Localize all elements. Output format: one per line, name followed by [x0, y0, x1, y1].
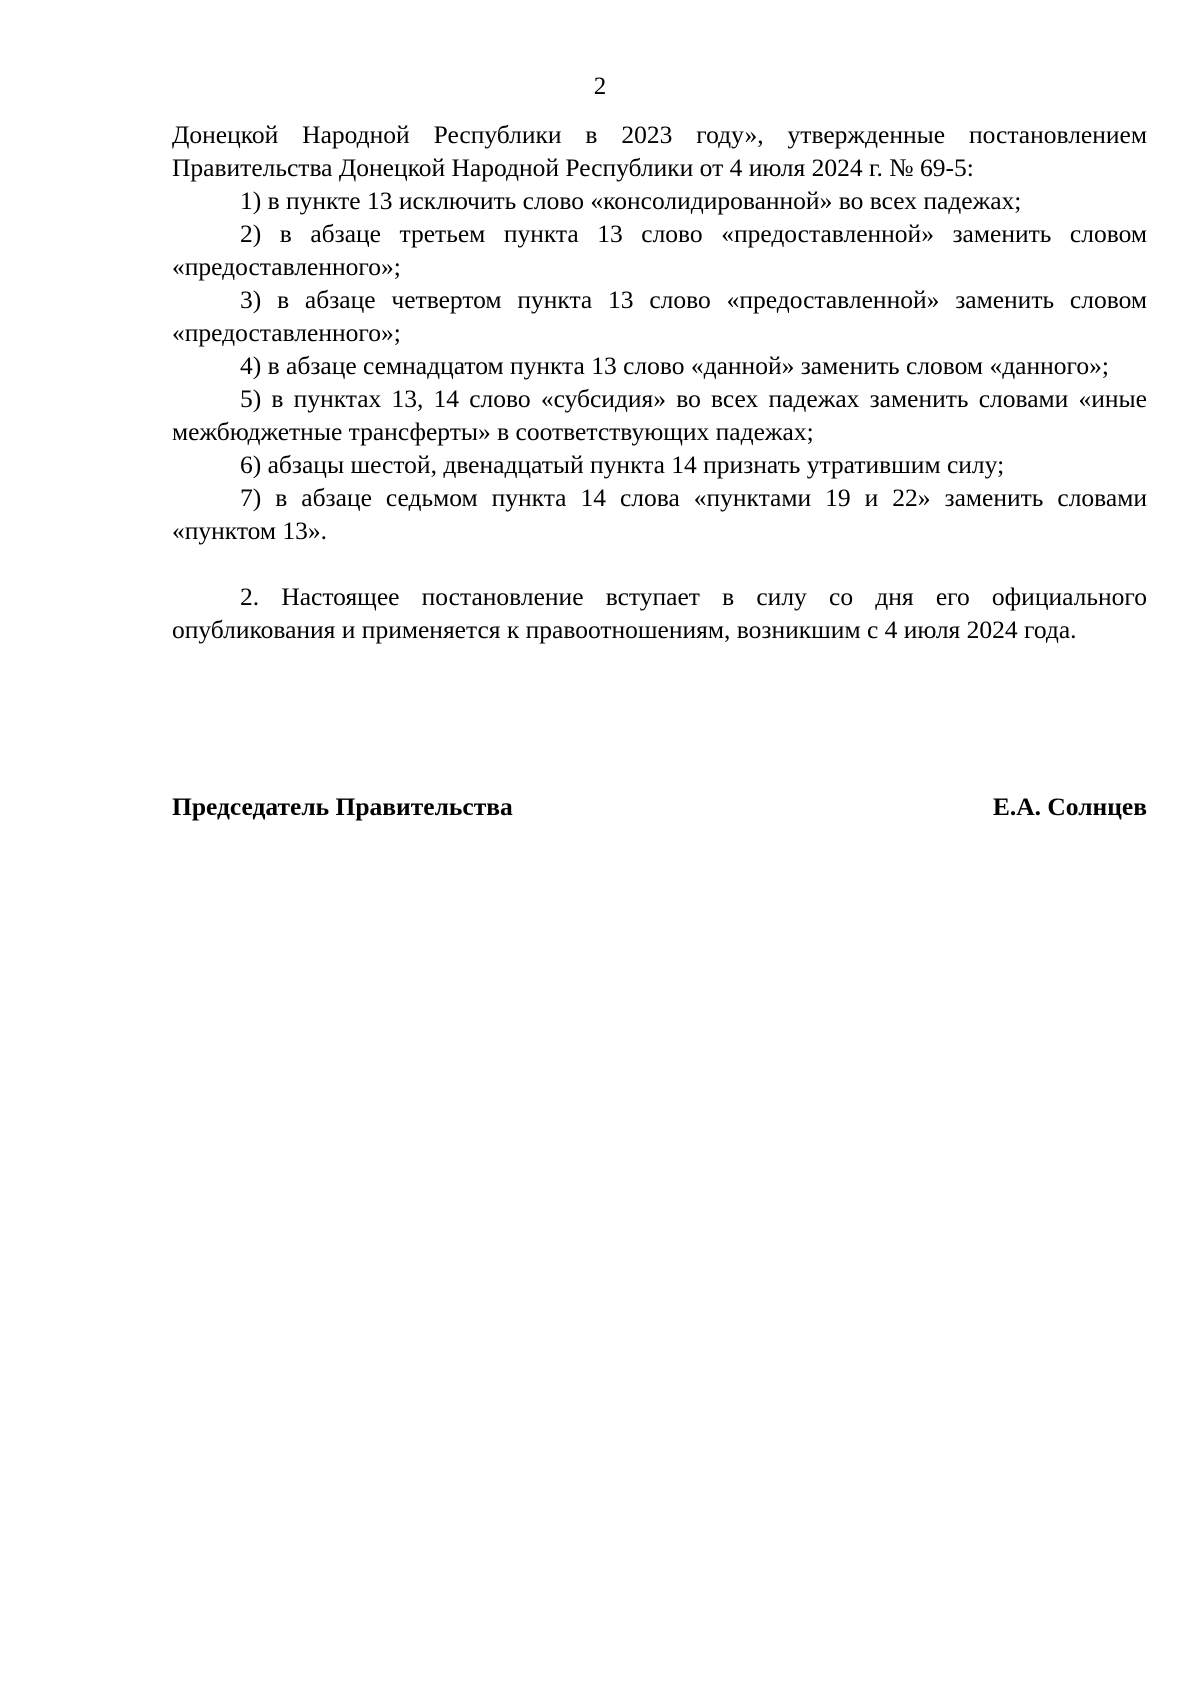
signatory-name: Е.А. Солнцев [992, 792, 1147, 821]
paragraph-intro: Донецкой Народной Республики в 2023 году», утвержденные постановлением Правительства Донецкой Народной Республики от 4 июля 2024 г. № 69-5: [172, 120, 1147, 182]
amendment-item-1: 1) в пункте 13 исключить слово «консолидированной» во всех падежах; [240, 186, 1022, 215]
amendment-item-2: 2) в абзаце третьем пункта 13 слово «предоставленной» заменить словом «предоставленного»; [172, 219, 1147, 281]
amendment-item-6: 6) абзацы шестой, двенадцатый пункта 14 признать утратившим силу; [240, 450, 1005, 479]
document-body [172, 118, 1147, 646]
amendment-item-4: 4) в абзаце семнадцатом пункта 13 слово «данной» заменить словом «данного»; [240, 351, 1109, 380]
amendment-item-5: 5) в пунктах 13, 14 слово «субсидия» во всех падежах заменить словами «иные межбюджетные трансферты» в соответствующих падежах; [172, 384, 1147, 446]
page-number: 2 [593, 73, 607, 100]
signature-block [172, 790, 1147, 823]
amendment-item-7: 7) в абзаце седьмом пункта 14 слова «пунктами 19 и 22» заменить словами «пунктом 13». [172, 483, 1147, 545]
amendment-item-3: 3) в абзаце четвертом пункта 13 слово «предоставленной» заменить словом «предоставленного»; [172, 285, 1147, 347]
signatory-position: Председатель Правительства [172, 792, 513, 821]
effective-date-clause: 2. Настоящее постановление вступает в силу со дня его официального опубликования и применяется к правоотношениям, возникшим с 4 июля 2024 года. [172, 582, 1147, 644]
